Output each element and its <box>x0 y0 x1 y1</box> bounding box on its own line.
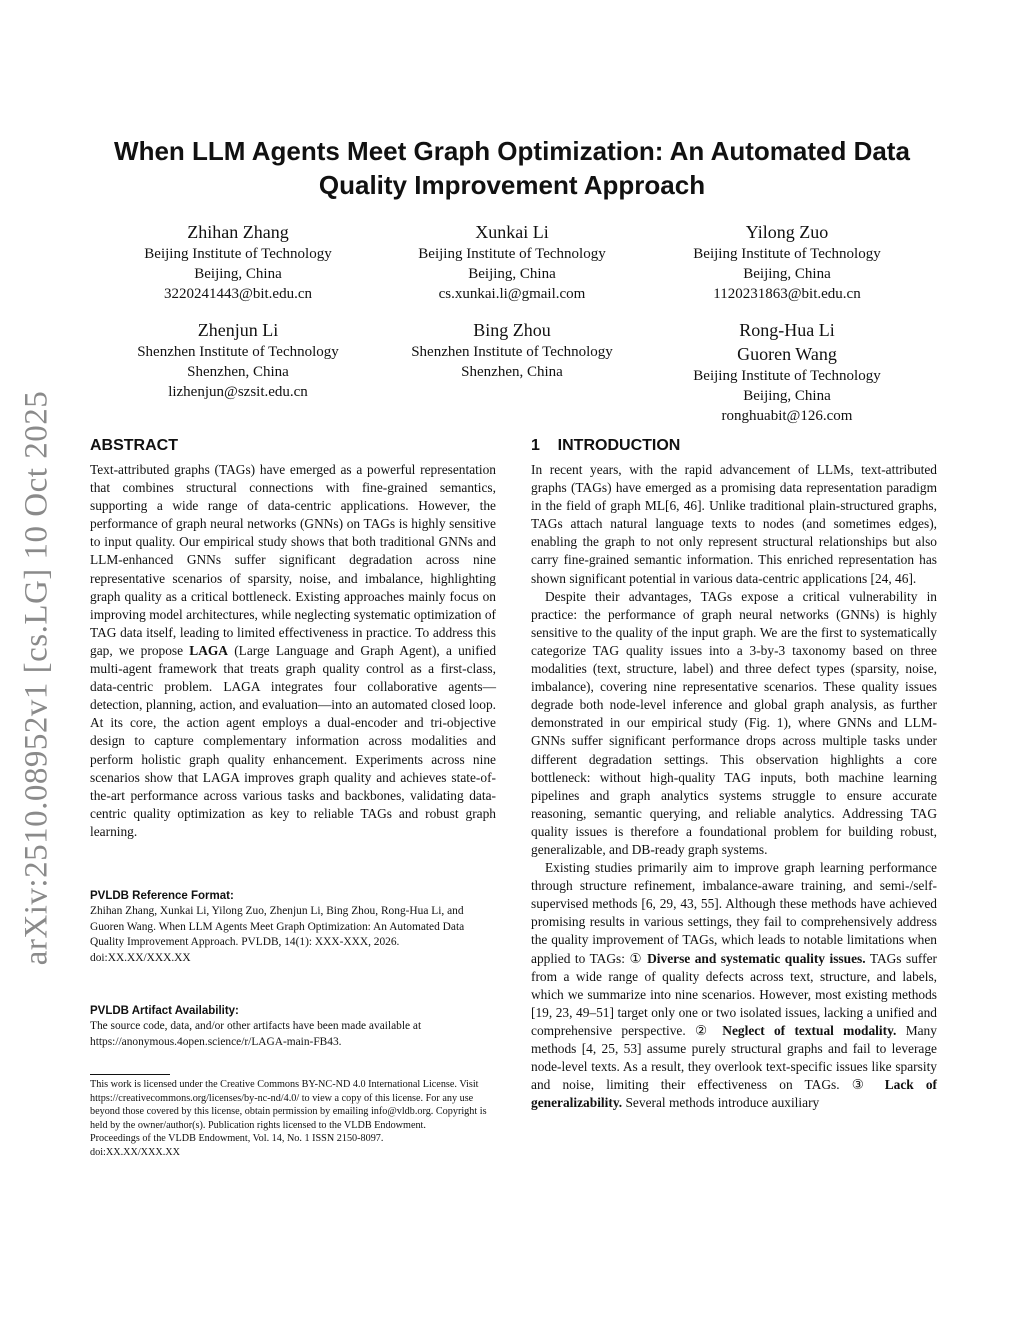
author-name: Yilong Zuo <box>745 222 829 242</box>
author-block-5 <box>362 318 662 382</box>
abstract-text-part: Text-attributed graphs (TAGs) have emerged as a powerful representation that combines structural connections with fine-grained semantics, supporting a wide range of data-centric applications. However, the performance of graph neural networks (GNNs) on TAGs is highly sensitive to input quality. Our empirical study shows that both traditional GNNs and LLM-enhanced GNNs suffer significant degradation across nine representative scenarios of sparsity, noise, and imbalance, highlighting graph quality as a critical bottleneck. Existing approaches mainly focus on improving model architectures, while neglecting systematic optimization of TAG data itself, leading to limited effectiveness in practice. To address this gap, we propose <box>90 462 496 658</box>
author-affiliation: Beijing Institute of Technology <box>418 246 606 262</box>
paper-title: When LLM Agents Meet Graph Optimization: An Automated Data Quality Improvement Approach <box>114 136 910 200</box>
circled-three-marker: ③ <box>851 1077 873 1093</box>
intro-paragraph-1: In recent years, with the rapid advancement of LLMs, text-attributed graphs (TAGs) have emerged as a promising data representation paradigm in the field of graph ML[6, 46]. Unlike traditional plain-structured graphs, TAGs attach natural language texts to nodes (and sometimes edges), enabling the graph to not only represent structural relationships but also carry fine-grained semantic information. This enriched representation has shown significant potential in various data-centric applications [24, 46]. <box>531 462 937 586</box>
author-location: Beijing, China <box>743 388 831 404</box>
intro-paragraph-2: Despite their advantages, TAGs expose a critical vulnerability in practice: the performance of graph neural networks (GNNs) is highly sensitive to the quality of the input graph. We are the first to systematically categorize TAG quality issues into a 3-by-3 taxonomy based on three modalities (text, structure, label) and three defect types (sparsity, noise, imbalance), covering nine representative scenarios. These quality issues degrade both node-level inference and global graph analysis, as further demonstrated in our empirical study (Fig. 1), where GNNs and LLM-GNNs suffer significant performance drops across multiple tasks under different degradation settings. This observation highlights a core bottleneck: without high-quality TAG inputs, both machine learning pipelines and graph analytics systems struggle to ensure accurate reasoning, semantic querying, and reliable analytics. Addressing TAG quality issues is therefore a foundational problem for building robust, generalizable, and DB-ready graph systems. <box>531 588 937 857</box>
abstract-text <box>90 461 496 841</box>
author-location: Beijing, China <box>743 266 831 282</box>
proceedings-text: Proceedings of the VLDB Endowment, Vol. 14, No. 1 ISSN 2150-8097. <box>90 1133 384 1145</box>
author-name: Zhihan Zhang <box>187 222 289 242</box>
author-block-4 <box>88 318 388 402</box>
introduction-heading: 1 INTRODUCTION <box>531 437 681 454</box>
author-email: ronghuabit@126.com <box>721 408 853 424</box>
author-email: lizhenjun@szsit.edu.cn <box>168 384 308 400</box>
footnote <box>90 1078 498 1160</box>
license-text: This work is licensed under the Creative Commons BY-NC-ND 4.0 International License. Visit https://creativecommons.org/licenses/by-nc-nd/4.0/ to view a copy of this license. For any use beyond those covered by this license, obtain permission by emailing info@vldb.org. Copyright is held by the owner/author(s). Publication rights licensed to the VLDB Endowment. <box>90 1079 487 1131</box>
author-name: Zhenjun Li <box>197 320 279 340</box>
intro-text-part: TAGs suffer from a wide range of quality defects across text, structure, and labels, which we summarize into nine scenarios. However, most existing methods [19, 23, 49–51] target only one or two isolated issues, lacking a unified and comprehensive perspective. <box>531 950 937 1038</box>
reference-format-text: Zhihan Zhang, Xunkai Li, Yilong Zuo, Zhenjun Li, Bing Zhou, Rong-Hua Li, and Guoren Wang. When LLM Agents Meet Graph Optimization: An Automated Data Quality Improvement Approach. PVLDB, 14(1): XXX-XXX, 2026. <box>90 905 465 948</box>
footnote-doi: doi:XX.XX/XXX.XX <box>90 1146 180 1158</box>
artifact-text: The source code, data, and/or other artifacts have been made available at https://anonymous.4open.science/r/LAGA-main-FB43. <box>90 1020 422 1048</box>
abstract-heading: ABSTRACT <box>90 437 178 454</box>
reference-format-doi: doi:XX.XX/XXX.XX <box>90 951 191 964</box>
artifact-heading: PVLDB Artifact Availability: <box>90 1005 239 1017</box>
arxiv-stamp <box>18 372 56 984</box>
author-name: Xunkai Li <box>475 222 549 242</box>
author-location: Beijing, China <box>468 266 556 282</box>
laga-name: LAGA <box>189 642 228 658</box>
author-affiliation: Beijing Institute of Technology <box>144 246 332 262</box>
author-name: Rong-Hua Li <box>739 320 835 340</box>
author-block-6 <box>637 318 937 426</box>
author-name: Bing Zhou <box>473 320 551 340</box>
author-block-1 <box>88 220 388 304</box>
abstract-body <box>90 461 496 841</box>
intro-text-part: Many methods [4, 25, 53] assume purely structural graphs and fail to leverage node-level texts. As a result, they overlook text-specific issues like sparsity and noise, limiting their effectiveness on TAGs. <box>531 1022 937 1093</box>
intro-paragraph-3 <box>531 859 937 1112</box>
author-affiliation: Shenzhen Institute of Technology <box>137 344 339 360</box>
intro-text-part: Existing studies primarily aim to improve graph learning performance through structure refinement, imbalance-aware training, and semi-/self-supervised methods [6, 29, 43, 55]. Although these methods have achieved promising results in various settings, they fail to comprehensively address the quality improvement of TAGs, which leads to notable limitations when applied to TAGs: <box>531 860 937 966</box>
author-location: Beijing, China <box>194 266 282 282</box>
reference-format-heading: PVLDB Reference Format: <box>90 890 234 902</box>
limitation-2-title: Neglect of textual modality. <box>722 1022 897 1038</box>
footnote-rule <box>90 1074 170 1075</box>
author-email: 3220241443@bit.edu.cn <box>164 286 312 302</box>
abstract-text-part: (Large Language and Graph Agent), a unified multi-agent framework that treats graph quality control as a first-class, data-centric problem. LAGA integrates four collaborative agents—detection, planning, action, and evaluation—into an automated closed loop. At its core, the action agent employs a dual-encoder and tri-objective design to capture complementary information across modalities and perform holistic graph quality enhancement. Experiments across nine scenarios show that LAGA improves graph quality and achieves state-of-the-art performance across various tasks and backbones, validating data-centric quality optimization as key to reliable TAGs and robust graph learning. <box>90 642 497 839</box>
author-email: cs.xunkai.li@gmail.com <box>438 286 586 302</box>
author-block-2 <box>362 220 662 304</box>
author-affiliation: Beijing Institute of Technology <box>693 246 881 262</box>
author-location: Shenzhen, China <box>461 364 563 380</box>
arxiv-id: arXiv:2510.08952v1 [cs.LG] 10 Oct 2025 <box>18 390 55 966</box>
intro-text-part: Several methods introduce auxiliary <box>625 1095 820 1111</box>
author-affiliation: Beijing Institute of Technology <box>693 368 881 384</box>
author-name-2: Guoren Wang <box>737 344 837 364</box>
circled-two-marker: ② <box>695 1022 713 1038</box>
author-location: Shenzhen, China <box>187 364 289 380</box>
reference-format <box>90 888 496 966</box>
introduction-body <box>531 461 937 1112</box>
limitation-1-title: Diverse and systematic quality issues. <box>647 950 866 966</box>
author-email: 1120231863@bit.edu.cn <box>713 286 861 302</box>
artifact-availability <box>90 1003 496 1050</box>
author-block-3 <box>637 220 937 304</box>
author-affiliation: Shenzhen Institute of Technology <box>411 344 613 360</box>
circled-one-marker: ① <box>629 950 643 966</box>
limitation-3-title: Lack of generalizability. <box>531 1077 938 1111</box>
